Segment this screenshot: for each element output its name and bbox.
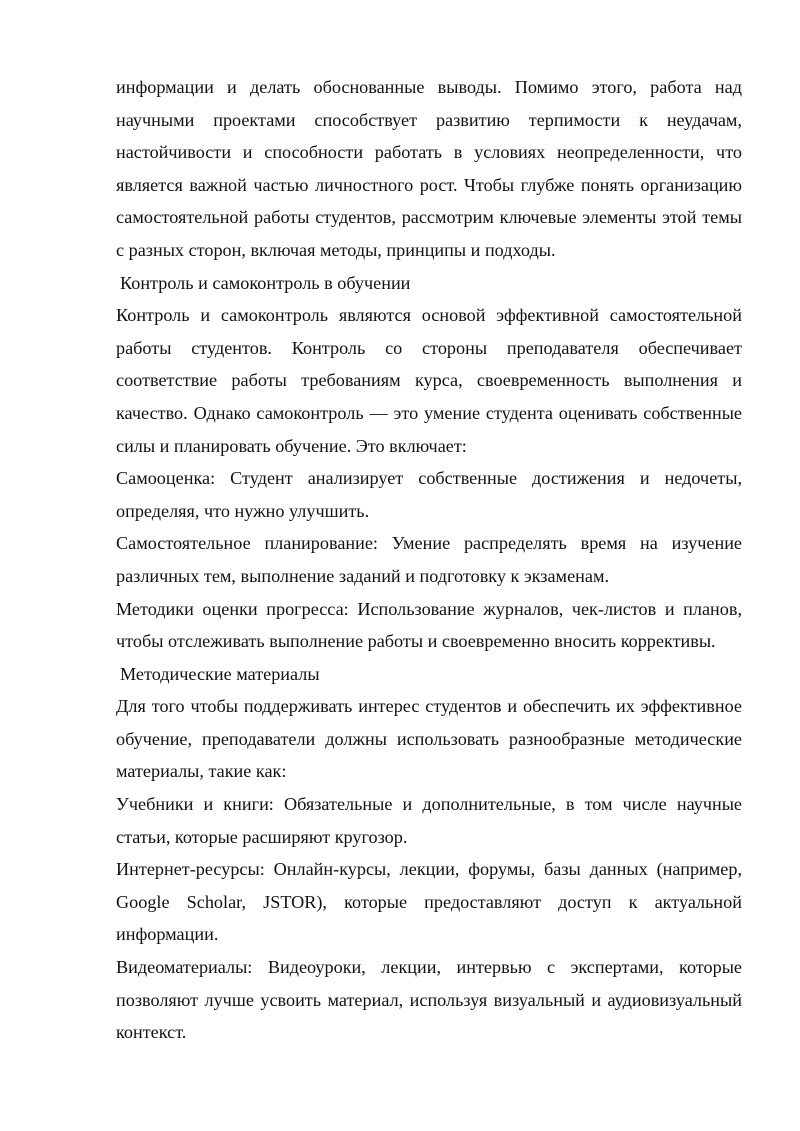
- paragraph-self-planning: Самостоятельное планирование: Умение распределять время на изучение различных тем, выполнение заданий и подготовку к экзаменам.: [116, 533, 742, 586]
- paragraph-video-materials: Видеоматериалы: Видеоуроки, лекции, интервью с экспертами, которые позволяют лучше усвоить материал, используя визуальный и аудиовизуальный контекст.: [116, 957, 742, 1043]
- paragraph-textbooks: Учебники и книги: Обязательные и дополнительные, в том числе научные статьи, которые расширяют кругозор.: [116, 794, 742, 847]
- paragraph-self-assessment: Самооценка: Студент анализирует собственные достижения и недочеты, определяя, что нужно улучшить.: [116, 468, 742, 521]
- paragraph-research-projects: информации и делать обоснованные выводы. Помимо этого, работа над научными проектами способствует развитию терпимости к неудачам, настойчивости и способности работать в условиях неопределенности, что является важной частью личностного рост. Чтобы глубже понять организацию самостоятельной работы студентов, рассмотрим ключевые элементы этой темы с разных сторон, включая методы, принципы и подходы.: [116, 77, 742, 260]
- section-heading-control: Контроль и самоконтроль в обучении: [120, 272, 411, 293]
- document-page: [116, 71, 742, 1049]
- paragraph-internet-resources: Интернет-ресурсы: Онлайн-курсы, лекции, форумы, базы данных (например, Google Scholar, JSTOR), которые предоставляют доступ к актуальной информации.: [116, 859, 742, 945]
- paragraph-progress-methods: Методики оценки прогресса: Использование журналов, чек-листов и планов, чтобы отслеживать выполнение работы и своевременно вносить коррективы.: [116, 598, 742, 652]
- section-heading-materials: Методические материалы: [120, 663, 320, 684]
- paragraph-control-intro: Контроль и самоконтроль являются основой эффективной самостоятельной работы студентов. Контроль со стороны преподавателя обеспечивает соответствие работы требованиям курса, своевременность выполнения и качество. Однако самоконтроль — это умение студента оценивать собственные силы и планировать обучение. Это включает:: [116, 305, 742, 456]
- paragraph-materials-intro: Для того чтобы поддерживать интерес студентов и обеспечить их эффективное обучение, преподаватели должны использовать разнообразные методические материалы, такие как:: [116, 696, 742, 782]
